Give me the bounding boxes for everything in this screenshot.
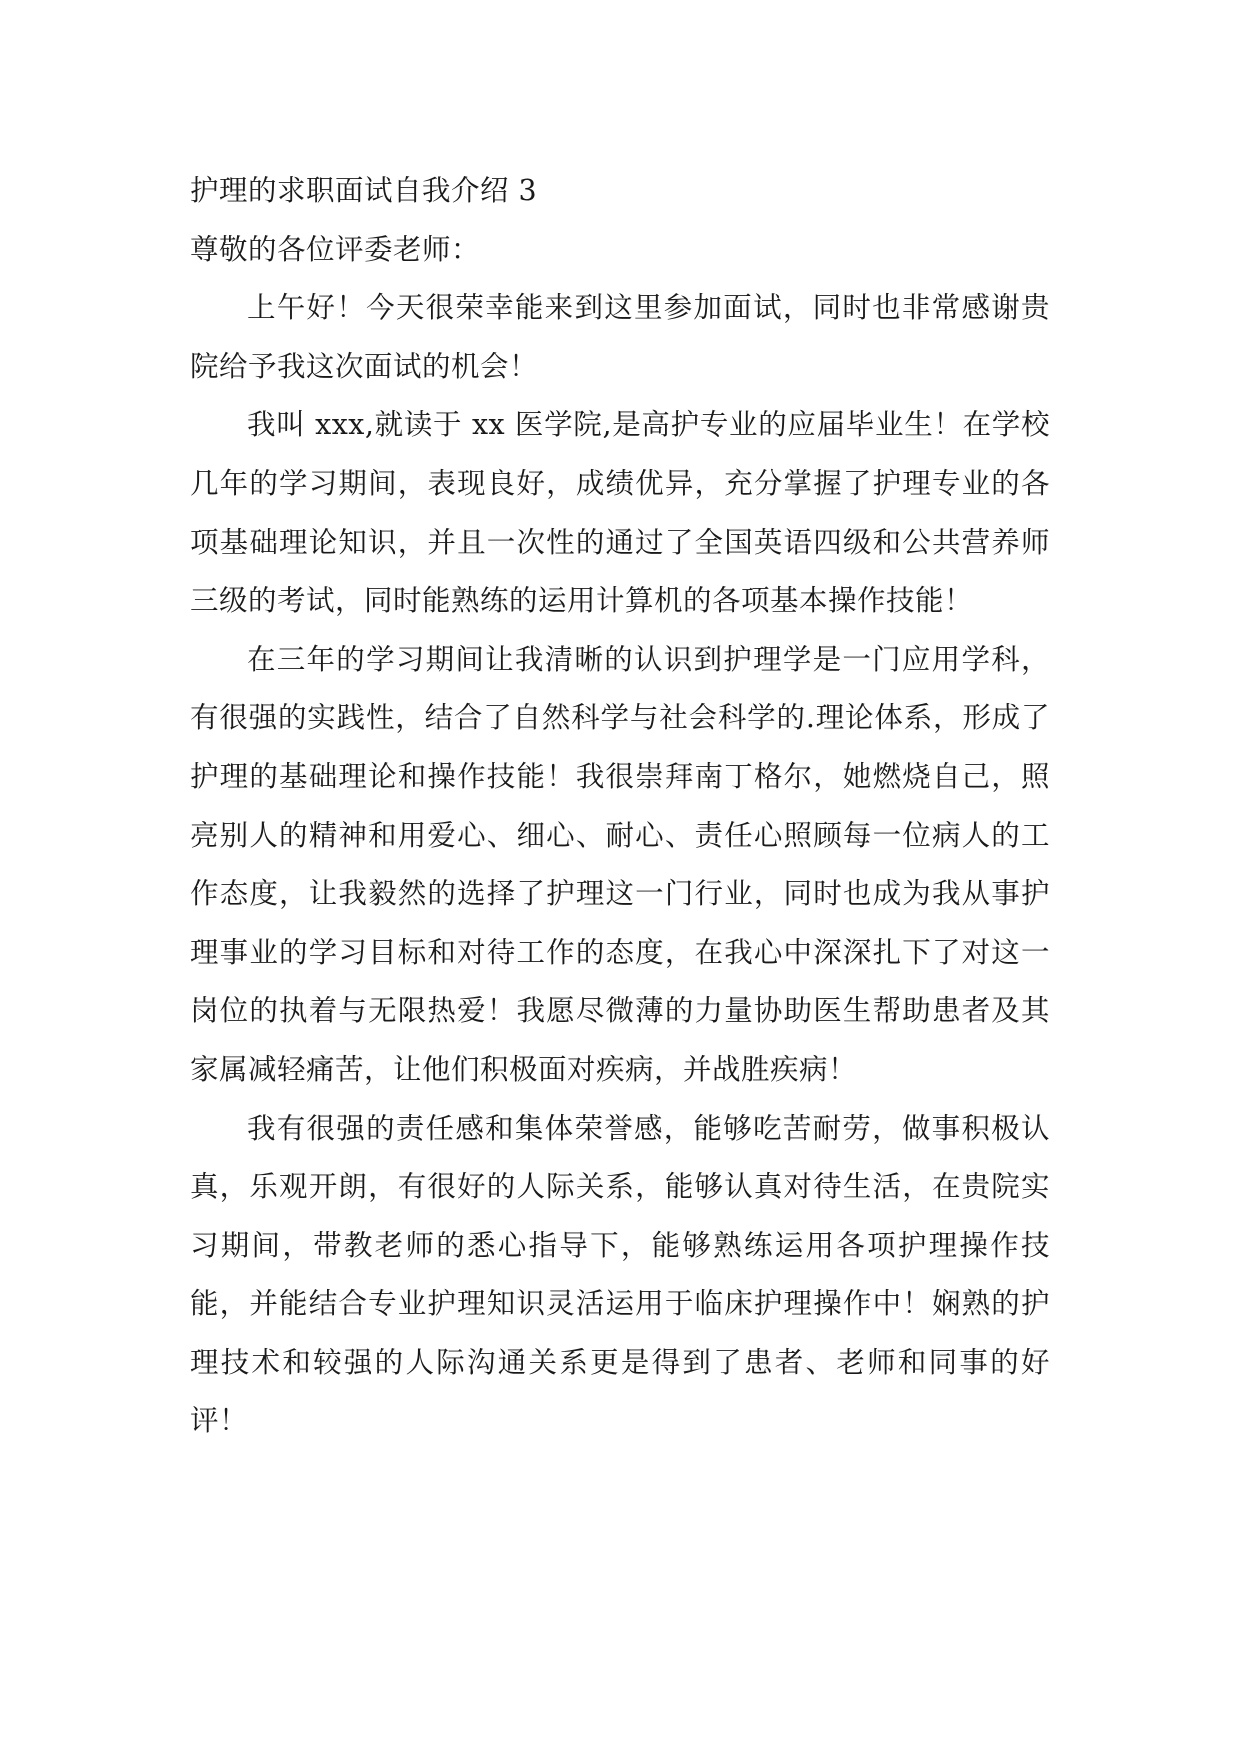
- paragraph-personality: 我有很强的责任感和集体荣誉感，能够吃苦耐劳，做事积极认真，乐观开朗，有很好的人际关系，能够认真对待生活，在贵院实习期间，带教老师的悉心指导下，能够熟练运用各项护理操作技能，并能结合专业护理知识灵活运用于临床护理操作中！娴熟的护理技术和较强的人际沟通关系更是得到了患者、老师和同事的好评！: [190, 1111, 1050, 1438]
- paragraph-greeting: 上午好！今天很荣幸能来到这里参加面试，同时也非常感谢贵院给予我这次面试的机会！: [190, 291, 1050, 383]
- document-title: 护理的求职面试自我介绍 3: [190, 174, 538, 207]
- document-body: [190, 162, 1050, 1451]
- paragraph-background: 我叫 xxx,就读于 xx 医学院,是高护专业的应届毕业生！在学校几年的学习期间，表现良好，成绩优异，充分掌握了护理专业的各项基础理论知识，并且一次性的通过了全国英语四级和公共营养师三级的考试，同时能熟练的运用计算机的各项基本操作技能！: [190, 408, 1050, 618]
- paragraph-motivation: 在三年的学习期间让我清晰的认识到护理学是一门应用学科，有很强的实践性，结合了自然科学与社会科学的.理论体系，形成了护理的基础理论和操作技能！我很崇拜南丁格尔，她燃烧自己，照亮别人的精神和用爱心、细心、耐心、责任心照顾每一位病人的工作态度，让我毅然的选择了护理这一门行业，同时也成为我从事护理事业的学习目标和对待工作的态度，在我心中深深扎下了对这一岗位的执着与无限热爱！我愿尽微薄的力量协助医生帮助患者及其家属减轻痛苦，让他们积极面对疾病，并战胜疾病！: [190, 642, 1050, 1086]
- salutation: 尊敬的各位评委老师：: [190, 232, 481, 266]
